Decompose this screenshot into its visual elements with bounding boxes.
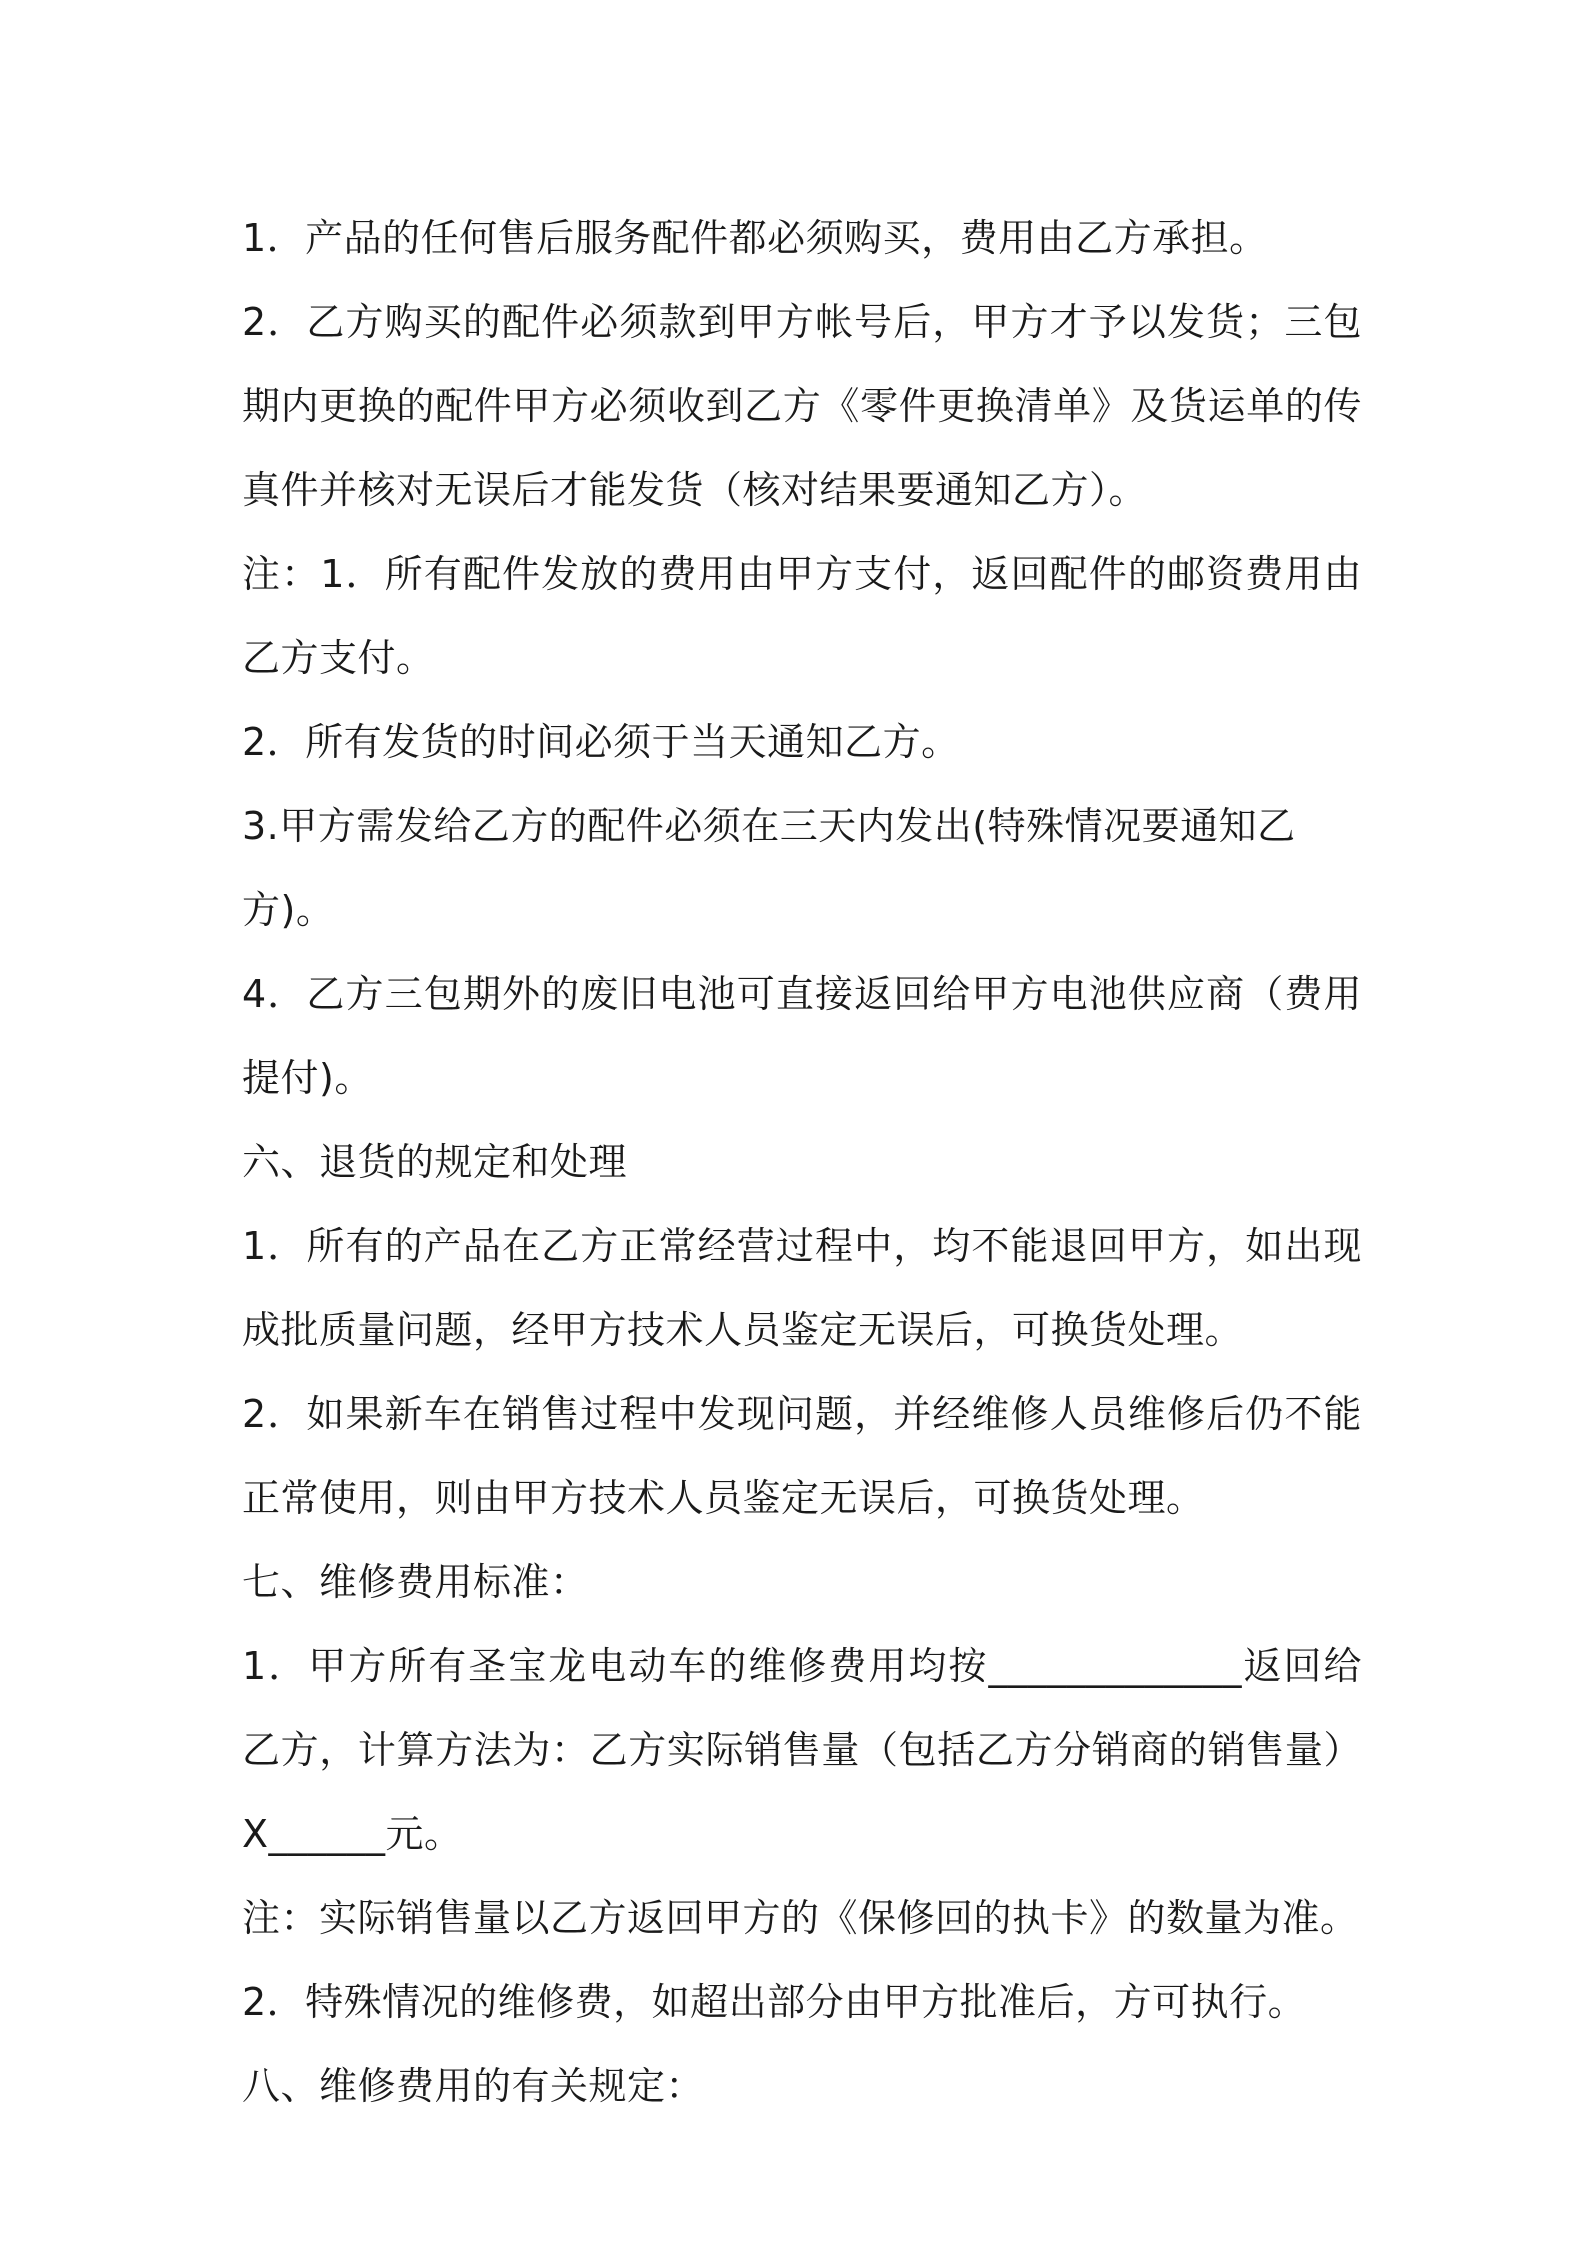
paragraph-no-returns: 1．所有的产品在乙方正常经营过程中，均不能退回甲方，如出现成批质量问题，经甲方技术人员鉴定无误后，可换货处理。: [242, 1224, 1362, 1352]
paragraph-three-day-dispatch: 3.甲方需发给乙方的配件必须在三天内发出(特殊情况要通知乙方)。: [242, 804, 1296, 932]
paragraph-shipping-conditions: 2．乙方购买的配件必须款到甲方帐号后，甲方才予以发货；三包期内更换的配件甲方必须收到乙方《零件更换清单》及货运单的传真件并核对无误后才能发货（核对结果要通知乙方）。: [242, 300, 1362, 512]
paragraph-same-day-notice: 2．所有发货的时间必须于当天通知乙方。: [242, 720, 960, 764]
paragraph-new-vehicle-exchange: 2．如果新车在销售过程中发现问题，并经维修人员维修后仍不能正常使用，则由甲方技术人员鉴定无误后，可换货处理。: [242, 1392, 1362, 1520]
paragraph-note-sales-volume: 注：实际销售量以乙方返回甲方的《保修回的执卡》的数量为准。: [242, 1896, 1359, 1940]
paragraph-special-repair-fee: 2．特殊情况的维修费，如超出部分由甲方批准后，方可执行。: [242, 1980, 1307, 2024]
section-heading-repair-rules: 八、维修费用的有关规定：: [242, 2064, 705, 2108]
document-body: [242, 196, 1362, 2128]
paragraph-note-shipping-cost: 注：1．所有配件发放的费用由甲方支付，返回配件的邮资费用由乙方支付。: [242, 552, 1362, 680]
paragraph-battery-return: 4．乙方三包期外的废旧电池可直接返回给甲方电池供应商（费用提付)。: [242, 972, 1362, 1100]
paragraph-accessories-purchase: 1．产品的任何售后服务配件都必须购买，费用由乙方承担。: [242, 216, 1268, 260]
section-heading-returns: 六、退货的规定和处理: [242, 1140, 628, 1184]
section-heading-repair-standard: 七、维修费用标准：: [242, 1560, 589, 1604]
paragraph-repair-fee-calculation: 1．甲方所有圣宝龙电动车的维修费用均按_____________返回给乙方，计算方法为：乙方实际销售量（包括乙方分销商的销售量）X______元。: [242, 1644, 1362, 1856]
